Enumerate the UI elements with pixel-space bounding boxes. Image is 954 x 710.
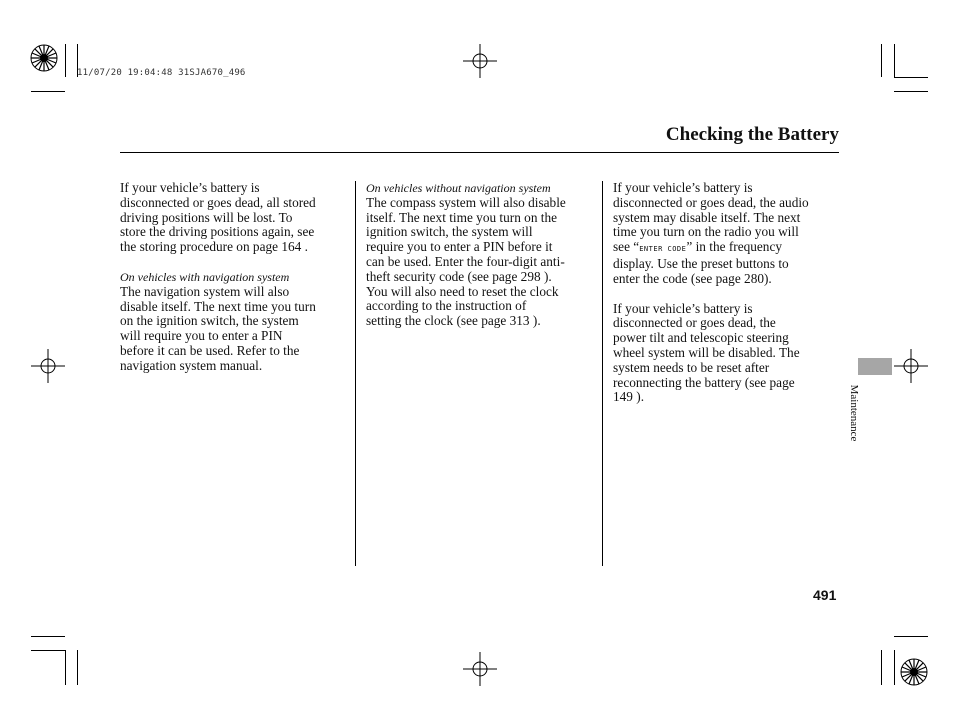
paragraph: The navigation system will also disable itself. The next time you turn on the ignition switch, the system will require you to enter a PIN before it can be used. Refer to the navigation system manual. <box>120 283 316 373</box>
subheading: On vehicles without navigation system <box>366 181 551 195</box>
lcd-display-text: ENTER CODE <box>639 245 687 254</box>
registration-target-icon <box>31 349 65 383</box>
header-rule <box>120 152 839 153</box>
column-2 <box>366 181 598 329</box>
paragraph: The compass system will also disable itself. The next time you turn on the ignition switch, the system will require you to enter a PIN before it can be used. Enter the four-digit anti- theft security code (see page 298 ). You will also need to reset the clock according to the instruction of setting the clock (see page 313 ). <box>366 194 566 329</box>
text-line: If your vehicle’s battery is <box>613 180 753 195</box>
subheading: On vehicles with navigation system <box>120 269 290 284</box>
registration-target-icon <box>463 44 497 78</box>
paragraph: If your vehicle’s battery is disconnected or goes dead, the power tilt and telescopic steering wheel system will be disabled. The system needs to be reset after reconnecting the battery (see page 149 ). <box>613 300 800 405</box>
registration-target-icon <box>894 349 928 383</box>
print-stamp: 11/07/20 19:04:48 31SJA670_496 <box>77 68 246 78</box>
text-line: time you turn on the radio you will <box>613 224 799 240</box>
column-divider <box>602 181 603 566</box>
paragraph: If your vehicle’s battery is disconnected or goes dead, all stored driving positions will be lost. To store the driving positions again, see the storing procedure on page 164 . <box>120 180 316 255</box>
section-tab <box>858 358 892 375</box>
column-1 <box>120 181 350 374</box>
starburst-registration-icon <box>900 658 928 686</box>
text-line: display. Use the preset buttons to <box>613 255 789 271</box>
text-line: see “ <box>613 239 640 255</box>
text-line: disconnected or goes dead, the audio <box>613 194 809 210</box>
text-line: enter the code (see page 280). <box>613 270 772 286</box>
text-line: system may disable itself. The next <box>613 209 801 225</box>
paragraph <box>613 181 843 287</box>
page-title: Checking the Battery <box>665 124 839 145</box>
column-divider <box>355 181 356 566</box>
starburst-registration-icon <box>30 44 58 72</box>
column-3 <box>613 181 843 405</box>
page-number: 491 <box>813 587 837 603</box>
text-line: ” in the frequency <box>686 239 782 255</box>
registration-target-icon <box>463 652 497 686</box>
section-label: Maintenance <box>848 384 860 442</box>
